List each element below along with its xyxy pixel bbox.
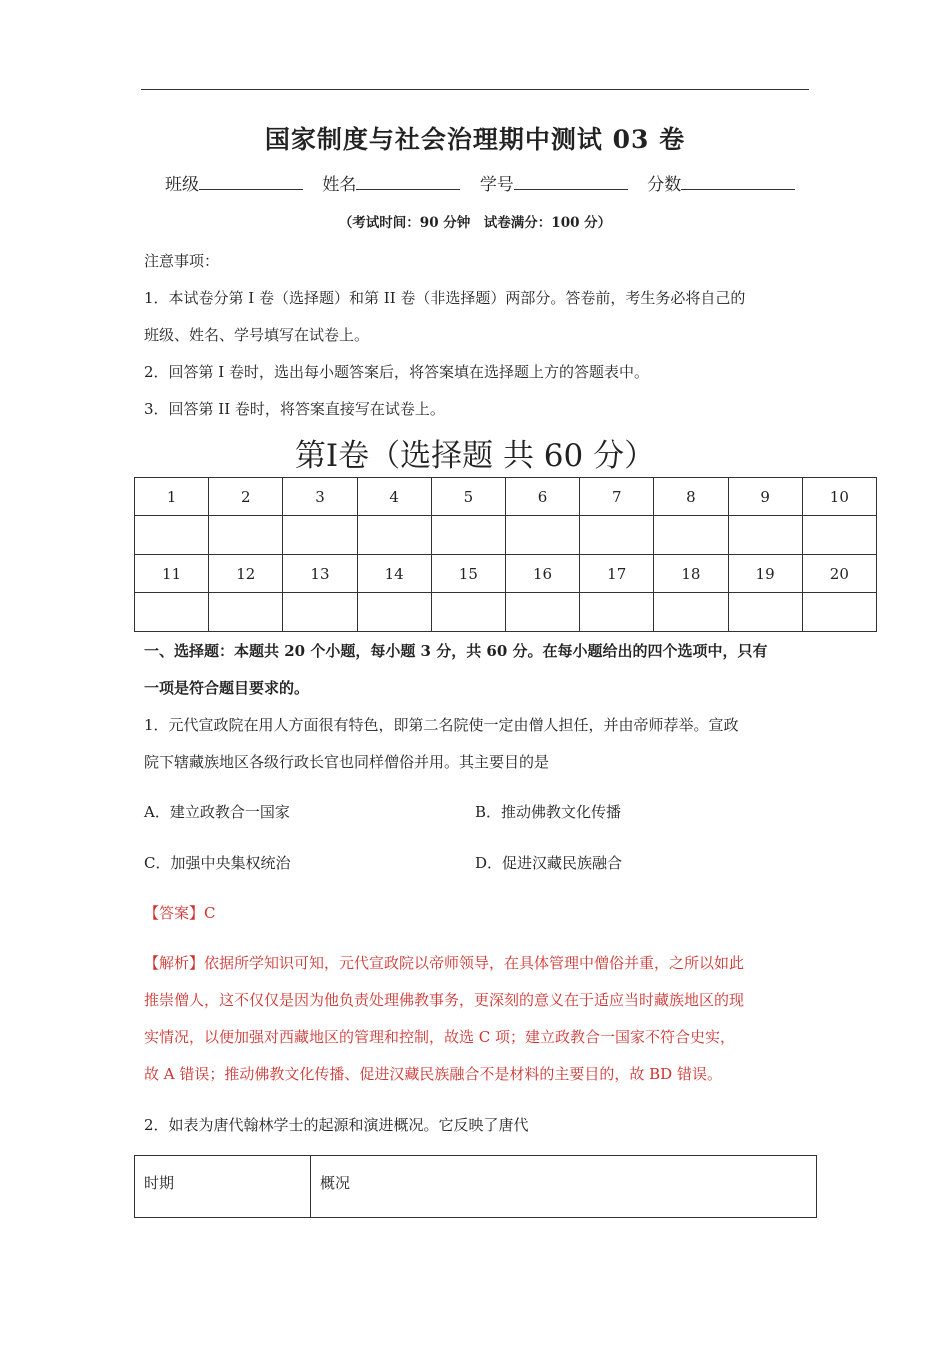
top-rule [141, 89, 809, 90]
answer-blank-cell[interactable] [431, 516, 505, 555]
answer-table [134, 477, 877, 632]
answer-blank-cell[interactable] [728, 593, 802, 632]
section-1-title: 第I卷（选择题 共 60 分） [294, 438, 656, 474]
answer-number-row-2 [135, 555, 877, 593]
answer-blank-cell[interactable] [580, 593, 654, 632]
answer-blank-row-2 [135, 593, 877, 632]
answer-number-cell: 17 [580, 555, 654, 593]
answer-number-cell: 18 [654, 555, 728, 593]
q2-stem: 2．如表为唐代翰林学士的起源和演进概况。它反映了唐代 [144, 1116, 529, 1134]
answer-blank-cell[interactable] [283, 593, 357, 632]
note-3: 3．回答第 II 卷时，将答案直接写在试卷上。 [144, 400, 445, 418]
q1-analysis-line-4: 故 A 错误；推动佛教文化传播、促进汉藏民族融合不是材料的主要目的，故 BD 错误。 [144, 1065, 722, 1083]
answer-number-cell: 19 [728, 555, 802, 593]
answer-number-cell: 14 [357, 555, 431, 593]
answer-number-cell: 2 [209, 478, 283, 516]
q1-stem-line-1: 1．元代宣政院在用人方面很有特色，即第二名院使一定由僧人担任，并由帝师荐举。宣政 [144, 716, 739, 734]
answer-number-cell: 7 [580, 478, 654, 516]
answer-number-cell: 6 [505, 478, 579, 516]
answer-number-cell: 12 [209, 555, 283, 593]
q1-answer: 【答案】C [144, 904, 216, 922]
answer-number-cell: 11 [135, 555, 209, 593]
q2-header-overview: 概况 [311, 1156, 817, 1218]
answer-number-cell: 16 [505, 555, 579, 593]
score-label: 分数 [647, 175, 682, 195]
student-info-line [165, 170, 809, 195]
answer-number-cell: 4 [357, 478, 431, 516]
part-1-instruction-line-2: 一项是符合题目要求的。 [144, 679, 310, 697]
q2-table-header-row [135, 1156, 817, 1218]
class-label: 班级 [165, 175, 199, 195]
q1-stem-line-2: 院下辖藏族地区各级行政长官也同样僧俗并用。其主要目的是 [144, 753, 550, 771]
answer-blank-cell[interactable] [209, 593, 283, 632]
score-blank[interactable] [681, 171, 795, 190]
q1-analysis-line-2: 推崇僧人，这不仅仅是因为他负责处理佛教事务，更深刻的意义在于适应当时藏族地区的现 [144, 991, 745, 1009]
answer-blank-cell[interactable] [654, 516, 728, 555]
answer-number-cell: 10 [802, 478, 876, 516]
note-2: 2．回答第 I 卷时，选出每小题答案后，将答案填在选择题上方的答题表中。 [144, 363, 650, 381]
answer-number-cell: 8 [654, 478, 728, 516]
answer-blank-cell[interactable] [135, 593, 209, 632]
answer-number-cell: 15 [431, 555, 505, 593]
q2-table [134, 1155, 817, 1218]
answer-number-cell: 5 [431, 478, 505, 516]
student-id-blank[interactable] [514, 171, 628, 190]
answer-number-cell: 20 [802, 555, 876, 593]
q2-header-period: 时期 [135, 1156, 311, 1218]
answer-blank-cell[interactable] [135, 516, 209, 555]
answer-blank-cell[interactable] [505, 516, 579, 555]
answer-blank-cell[interactable] [357, 593, 431, 632]
answer-blank-cell[interactable] [802, 516, 876, 555]
q1-analysis-line-1: 【解析】依据所学知识可知，元代宣政院以帝师领导，在具体管理中僧俗并重，之所以如此 [144, 954, 745, 972]
answer-blank-cell[interactable] [357, 516, 431, 555]
q1-option-a[interactable]: A．建立政教合一国家 [144, 803, 290, 821]
q1-analysis-line-3: 实情况，以便加强对西藏地区的管理和控制，故选 C 项；建立政教合一国家不符合史实， [144, 1028, 736, 1046]
answer-number-cell: 13 [283, 555, 357, 593]
answer-blank-cell[interactable] [580, 516, 654, 555]
student-id-label: 学号 [479, 175, 514, 195]
note-1-line-1: 1．本试卷分第 I 卷（选择题）和第 II 卷（非选择题）两部分。答卷前，考生务必将自己的 [144, 289, 746, 307]
part-1-instruction-line-1: 一、选择题：本题共 20 个小题，每小题 3 分，共 60 分。在每小题给出的四个选项中，只有 [144, 642, 768, 660]
answer-number-row-1 [135, 478, 877, 516]
name-blank[interactable] [356, 171, 460, 190]
answer-blank-cell[interactable] [802, 593, 876, 632]
exam-title: 国家制度与社会治理期中测试 03 卷 [264, 125, 686, 154]
exam-meta: （考试时间：90 分钟 试卷满分：100 分） [338, 215, 612, 231]
q1-option-c[interactable]: C．加强中央集权统治 [144, 854, 291, 872]
q1-option-b[interactable]: B．推动佛教文化传播 [475, 803, 622, 821]
answer-blank-cell[interactable] [728, 516, 802, 555]
name-label: 姓名 [322, 175, 357, 195]
answer-blank-cell[interactable] [654, 593, 728, 632]
answer-blank-cell[interactable] [209, 516, 283, 555]
note-1-line-2: 班级、姓名、学号填写在试卷上。 [144, 326, 370, 344]
notes-heading: 注意事项： [144, 252, 220, 270]
answer-number-cell: 1 [135, 478, 209, 516]
q1-option-d[interactable]: D．促进汉藏民族融合 [475, 854, 623, 872]
answer-number-cell: 9 [728, 478, 802, 516]
answer-blank-cell[interactable] [283, 516, 357, 555]
answer-blank-cell[interactable] [431, 593, 505, 632]
answer-blank-cell[interactable] [505, 593, 579, 632]
answer-number-cell: 3 [283, 478, 357, 516]
answer-blank-row-1 [135, 516, 877, 555]
class-blank[interactable] [199, 171, 303, 190]
